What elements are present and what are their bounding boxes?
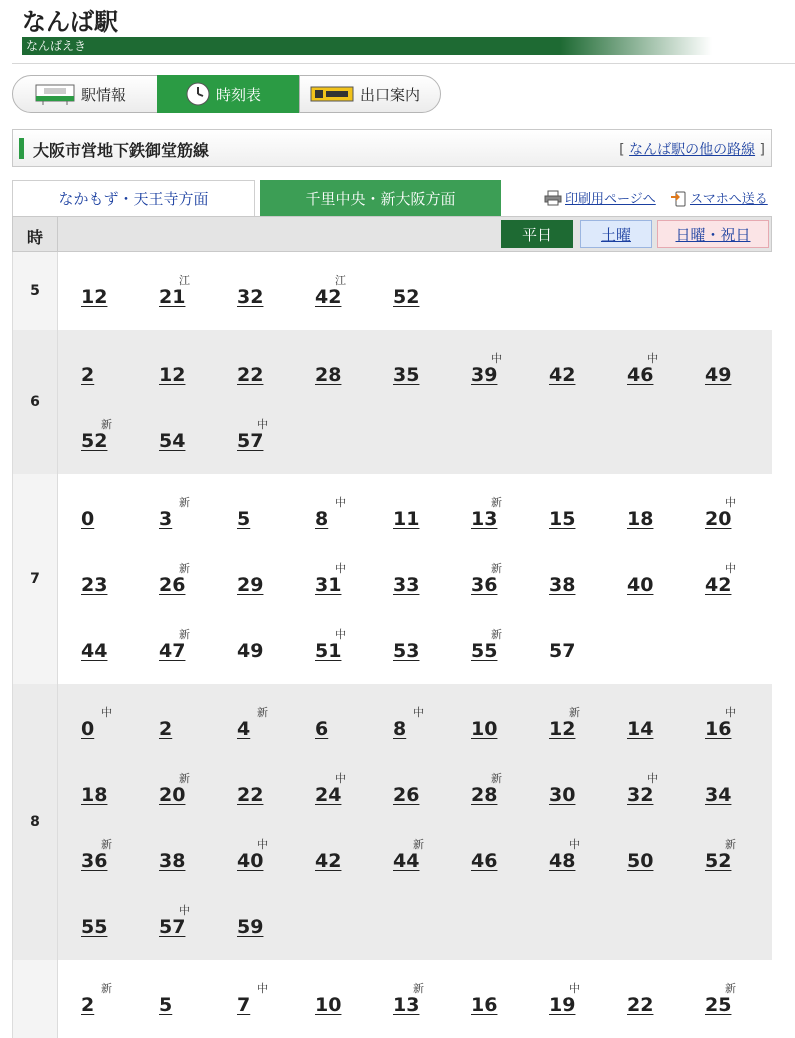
destination-mark: 新	[491, 628, 502, 641]
departure-minute[interactable]: 11	[393, 508, 420, 530]
departure-entry[interactable]	[525, 704, 603, 744]
departure-minute[interactable]: 16	[471, 994, 498, 1016]
departure-minute[interactable]: 26	[393, 784, 420, 806]
departure-minute[interactable]: 7	[237, 994, 251, 1016]
departure-minute[interactable]: 46	[627, 364, 654, 386]
departure-entry[interactable]	[603, 494, 681, 534]
departure-minute[interactable]: 59	[237, 916, 264, 938]
departure-minute[interactable]: 48	[549, 850, 576, 872]
hour-label: 7	[13, 474, 58, 684]
print-link-label: 印刷用ページへ	[565, 192, 656, 207]
departure-minute[interactable]: 49	[705, 364, 732, 386]
exit-sign-icon	[310, 84, 354, 104]
destination-mark: 新	[101, 838, 112, 851]
clock-icon	[186, 82, 210, 106]
destination-mark: 中	[569, 982, 580, 995]
direction-tab-senri-chuo[interactable]: 千里中央・新大阪方面	[260, 180, 501, 216]
destination-mark: 新	[179, 628, 190, 641]
departure-entry[interactable]	[135, 836, 213, 876]
departure-minute[interactable]: 42	[315, 286, 342, 308]
station-header	[0, 0, 795, 64]
departure-minute[interactable]: 47	[159, 640, 186, 662]
departure-minute[interactable]: 23	[81, 574, 108, 596]
destination-mark: 中	[647, 772, 658, 785]
departure-minute[interactable]: 12	[549, 718, 576, 740]
station-kana: なんばえき	[26, 39, 87, 53]
departure-entry[interactable]	[135, 902, 213, 942]
departure-minute[interactable]: 24	[315, 784, 342, 806]
line-color-mark	[19, 138, 24, 159]
page-title: なんば駅	[22, 8, 118, 36]
departure-entry[interactable]	[525, 560, 603, 600]
destination-mark: 新	[101, 418, 112, 431]
departure-entry[interactable]	[447, 770, 525, 810]
departure-minute[interactable]: 51	[315, 640, 342, 662]
departure-minute[interactable]: 52	[393, 286, 420, 308]
departure-entry[interactable]	[135, 626, 213, 666]
destination-mark: 中	[257, 982, 268, 995]
departure-minute[interactable]: 22	[627, 994, 654, 1016]
departure-entry[interactable]	[135, 272, 213, 312]
departure-entry[interactable]	[135, 416, 213, 456]
destination-mark: 中	[569, 838, 580, 851]
departure-entry[interactable]	[447, 350, 525, 390]
line-name: 大阪市営地下鉄御堂筋線	[33, 141, 210, 160]
departure-entry[interactable]	[57, 902, 135, 942]
tab-label: 出口案内	[360, 85, 421, 104]
destination-mark: 江	[335, 274, 346, 287]
departure-entry[interactable]	[525, 626, 603, 666]
departure-minute[interactable]: 32	[237, 286, 264, 308]
destination-mark: 中	[101, 706, 112, 719]
departure-minute[interactable]: 28	[315, 364, 342, 386]
hour-label	[13, 960, 58, 1038]
departure-entry[interactable]	[135, 770, 213, 810]
departure-minute[interactable]: 36	[81, 850, 108, 872]
tab-timetable[interactable]	[157, 75, 300, 113]
destination-mark: 新	[413, 838, 424, 851]
departure-entry[interactable]	[213, 350, 291, 390]
departure-minute: 49	[237, 640, 264, 662]
departure-entry[interactable]	[57, 836, 135, 876]
departure-entry[interactable]	[681, 770, 759, 810]
departure-minute[interactable]: 22	[237, 364, 264, 386]
departure-entry[interactable]	[57, 704, 135, 744]
departure-entry[interactable]	[447, 626, 525, 666]
departure-minute[interactable]: 44	[393, 850, 420, 872]
departure-entry[interactable]	[603, 350, 681, 390]
departure-minute[interactable]: 20	[159, 784, 186, 806]
departure-entry[interactable]	[57, 350, 135, 390]
departure-entry[interactable]	[135, 494, 213, 534]
departure-entry[interactable]	[135, 980, 213, 1020]
minutes-grid	[57, 684, 772, 960]
departure-minute[interactable]: 21	[159, 286, 186, 308]
minutes-grid	[57, 252, 772, 330]
departure-entry[interactable]	[291, 272, 369, 312]
departure-minute[interactable]: 19	[549, 994, 576, 1016]
departure-minute[interactable]: 39	[471, 364, 498, 386]
destination-mark: 新	[179, 562, 190, 575]
departure-entry[interactable]	[369, 770, 447, 810]
departure-entry[interactable]	[681, 836, 759, 876]
destination-mark: 江	[179, 274, 190, 287]
departure-entry[interactable]	[369, 980, 447, 1020]
departure-minute[interactable]: 13	[393, 994, 420, 1016]
departure-entry[interactable]	[447, 980, 525, 1020]
departure-minute[interactable]: 40	[237, 850, 264, 872]
departure-entry[interactable]	[447, 704, 525, 744]
destination-mark: 中	[257, 418, 268, 431]
departure-entry[interactable]	[213, 836, 291, 876]
departure-entry[interactable]	[447, 560, 525, 600]
departure-entry[interactable]	[525, 494, 603, 534]
destination-mark: 中	[335, 496, 346, 509]
destination-mark: 中	[491, 352, 502, 365]
departure-entry[interactable]	[213, 980, 291, 1020]
departure-minute[interactable]: 26	[159, 574, 186, 596]
tab-sunday-holiday[interactable]: 日曜・祝日	[657, 220, 769, 248]
minutes-grid	[57, 474, 772, 684]
departure-entry[interactable]	[57, 770, 135, 810]
destination-mark: 中	[335, 628, 346, 641]
departure-entry[interactable]	[213, 416, 291, 456]
departure-entry[interactable]	[291, 494, 369, 534]
departure-minute[interactable]: 12	[81, 286, 108, 308]
departure-entry[interactable]	[369, 560, 447, 600]
departure-entry[interactable]	[213, 704, 291, 744]
departure-minute[interactable]: 14	[627, 718, 654, 740]
departure-entry[interactable]	[603, 770, 681, 810]
departure-entry[interactable]	[291, 626, 369, 666]
departure-entry[interactable]	[213, 272, 291, 312]
departure-minute[interactable]: 6	[315, 718, 329, 740]
departure-entry[interactable]	[291, 704, 369, 744]
departure-entry[interactable]	[213, 902, 291, 942]
departure-minute[interactable]: 32	[627, 784, 654, 806]
destination-mark: 中	[725, 496, 736, 509]
departure-entry[interactable]	[213, 494, 291, 534]
departure-minute[interactable]: 8	[393, 718, 407, 740]
departure-minute[interactable]: 20	[705, 508, 732, 530]
smartphone-link-label: スマホへ送る	[690, 192, 768, 207]
destination-mark: 中	[413, 706, 424, 719]
departure-entry[interactable]	[57, 980, 135, 1020]
departure-minute[interactable]: 18	[627, 508, 654, 530]
departure-entry[interactable]	[57, 626, 135, 666]
hour-row	[12, 330, 772, 474]
departure-entry[interactable]	[57, 560, 135, 600]
departure-entry[interactable]	[57, 494, 135, 534]
departure-minute[interactable]: 36	[471, 574, 498, 596]
departure-minute[interactable]: 30	[549, 784, 576, 806]
tab-exit-guide[interactable]	[299, 75, 441, 113]
departure-minute[interactable]: 2	[159, 718, 173, 740]
departure-minute[interactable]: 38	[549, 574, 576, 596]
departure-minute[interactable]: 55	[81, 916, 108, 938]
departure-minute[interactable]: 42	[705, 574, 732, 596]
departure-minute[interactable]: 34	[705, 784, 732, 806]
departure-minute[interactable]: 2	[81, 994, 95, 1016]
timetable-header	[12, 216, 772, 252]
hour-row	[12, 684, 772, 960]
departure-entry[interactable]	[681, 350, 759, 390]
departure-minute[interactable]: 10	[471, 718, 498, 740]
destination-mark: 新	[257, 706, 268, 719]
departure-entry[interactable]	[681, 980, 759, 1020]
hour-row	[12, 474, 772, 684]
departure-minute[interactable]: 10	[315, 994, 342, 1016]
tab-station-info[interactable]	[12, 75, 158, 113]
departure-entry[interactable]	[603, 560, 681, 600]
departure-minute[interactable]: 35	[393, 364, 420, 386]
departure-minute: 57	[549, 640, 576, 662]
departure-entry[interactable]	[369, 704, 447, 744]
destination-mark: 中	[335, 562, 346, 575]
destination-mark: 新	[413, 982, 424, 995]
departure-minute[interactable]: 0	[81, 508, 95, 530]
departure-minute[interactable]: 3	[159, 508, 173, 530]
departure-minute[interactable]: 42	[549, 364, 576, 386]
departure-minute[interactable]: 55	[471, 640, 498, 662]
departure-entry[interactable]	[603, 704, 681, 744]
departure-minute[interactable]: 31	[315, 574, 342, 596]
departure-entry[interactable]	[213, 626, 291, 666]
departure-minute[interactable]: 54	[159, 430, 186, 452]
tab-label: 時刻表	[216, 85, 262, 104]
destination-mark: 新	[725, 838, 736, 851]
departure-entry[interactable]	[681, 494, 759, 534]
departure-minute[interactable]: 25	[705, 994, 732, 1016]
hour-label: 6	[13, 330, 58, 474]
departure-minute[interactable]: 13	[471, 508, 498, 530]
departure-entry[interactable]	[213, 560, 291, 600]
departure-entry[interactable]	[291, 770, 369, 810]
departure-entry[interactable]	[525, 836, 603, 876]
header-divider	[12, 63, 795, 64]
departure-entry[interactable]	[369, 836, 447, 876]
destination-mark: 新	[491, 496, 502, 509]
departure-entry[interactable]	[57, 272, 135, 312]
departure-minute[interactable]: 40	[627, 574, 654, 596]
departure-entry[interactable]	[57, 416, 135, 456]
minutes-grid	[57, 330, 772, 474]
departure-entry[interactable]	[135, 560, 213, 600]
destination-mark: 中	[725, 562, 736, 575]
minutes-grid	[57, 960, 772, 1038]
hour-row	[12, 252, 772, 330]
departure-minute[interactable]: 53	[393, 640, 420, 662]
hour-row	[12, 960, 772, 1038]
destination-mark: 新	[491, 562, 502, 575]
destination-mark: 中	[179, 904, 190, 917]
hour-label: 5	[13, 252, 58, 330]
print-page-link[interactable]	[544, 188, 656, 207]
departure-entry[interactable]	[369, 350, 447, 390]
departure-minute[interactable]: 8	[315, 508, 329, 530]
departure-entry[interactable]	[525, 980, 603, 1020]
station-sign-icon	[35, 83, 75, 105]
departure-entry[interactable]	[213, 770, 291, 810]
departure-entry[interactable]	[681, 560, 759, 600]
departure-entry[interactable]	[369, 626, 447, 666]
departure-minute[interactable]: 2	[81, 364, 95, 386]
departure-entry[interactable]	[135, 704, 213, 744]
other-lines: [ なんば駅の他の路線 ]	[619, 142, 765, 158]
departure-minute[interactable]: 18	[81, 784, 108, 806]
line-header	[12, 129, 772, 167]
departure-minute[interactable]: 42	[315, 850, 342, 872]
departure-minute[interactable]: 22	[237, 784, 264, 806]
destination-mark: 中	[647, 352, 658, 365]
direction-tab-nakamozu[interactable]: なかもず・天王寺方面	[12, 180, 255, 216]
departure-entry[interactable]	[681, 704, 759, 744]
departure-entry[interactable]	[447, 494, 525, 534]
departure-minute[interactable]: 12	[159, 364, 186, 386]
destination-mark: 新	[491, 772, 502, 785]
departure-entry[interactable]	[369, 272, 447, 312]
departure-entry[interactable]	[603, 980, 681, 1020]
departure-entry[interactable]	[291, 350, 369, 390]
departure-entry[interactable]	[291, 980, 369, 1020]
departure-entry[interactable]	[291, 836, 369, 876]
hour-label: 8	[13, 684, 58, 960]
departure-minute[interactable]: 52	[705, 850, 732, 872]
destination-mark: 中	[725, 706, 736, 719]
departure-entry[interactable]	[369, 494, 447, 534]
timetable-body	[12, 252, 772, 1038]
departure-entry[interactable]	[603, 836, 681, 876]
departure-minute[interactable]: 5	[159, 994, 173, 1016]
departure-entry[interactable]	[525, 350, 603, 390]
departure-minute[interactable]: 15	[549, 508, 576, 530]
departure-minute[interactable]: 50	[627, 850, 654, 872]
smartphone-icon	[670, 189, 688, 207]
hour-column-header: 時	[27, 228, 44, 247]
tab-label: 駅情報	[81, 85, 127, 104]
tab-weekday[interactable]: 平日	[501, 220, 573, 248]
station-kana-bar	[22, 37, 712, 55]
departure-minute[interactable]: 46	[471, 850, 498, 872]
other-lines-link[interactable]: なんば駅の他の路線	[629, 142, 756, 158]
departure-minute[interactable]: 57	[237, 430, 264, 452]
header-divider	[57, 217, 58, 251]
tab-saturday[interactable]: 土曜	[580, 220, 652, 248]
section-tabs	[12, 75, 442, 113]
departure-entry[interactable]	[525, 770, 603, 810]
departure-minute[interactable]: 57	[159, 916, 186, 938]
departure-minute[interactable]: 28	[471, 784, 498, 806]
departure-entry[interactable]	[291, 560, 369, 600]
departure-minute[interactable]: 44	[81, 640, 108, 662]
destination-mark: 中	[335, 772, 346, 785]
departure-minute[interactable]: 4	[237, 718, 251, 740]
departure-entry[interactable]	[447, 836, 525, 876]
departure-minute[interactable]: 5	[237, 508, 251, 530]
destination-mark: 新	[179, 496, 190, 509]
destination-mark: 新	[179, 772, 190, 785]
printer-icon	[544, 190, 562, 206]
departure-minute[interactable]: 0	[81, 718, 95, 740]
destination-mark: 新	[569, 706, 580, 719]
destination-mark: 新	[725, 982, 736, 995]
departure-entry[interactable]	[135, 350, 213, 390]
departure-minute[interactable]: 29	[237, 574, 264, 596]
departure-minute[interactable]: 52	[81, 430, 108, 452]
send-to-smartphone-link[interactable]	[670, 188, 768, 207]
departure-minute[interactable]: 33	[393, 574, 420, 596]
departure-minute[interactable]: 38	[159, 850, 186, 872]
destination-mark: 中	[257, 838, 268, 851]
destination-mark: 新	[101, 982, 112, 995]
departure-minute[interactable]: 16	[705, 718, 732, 740]
